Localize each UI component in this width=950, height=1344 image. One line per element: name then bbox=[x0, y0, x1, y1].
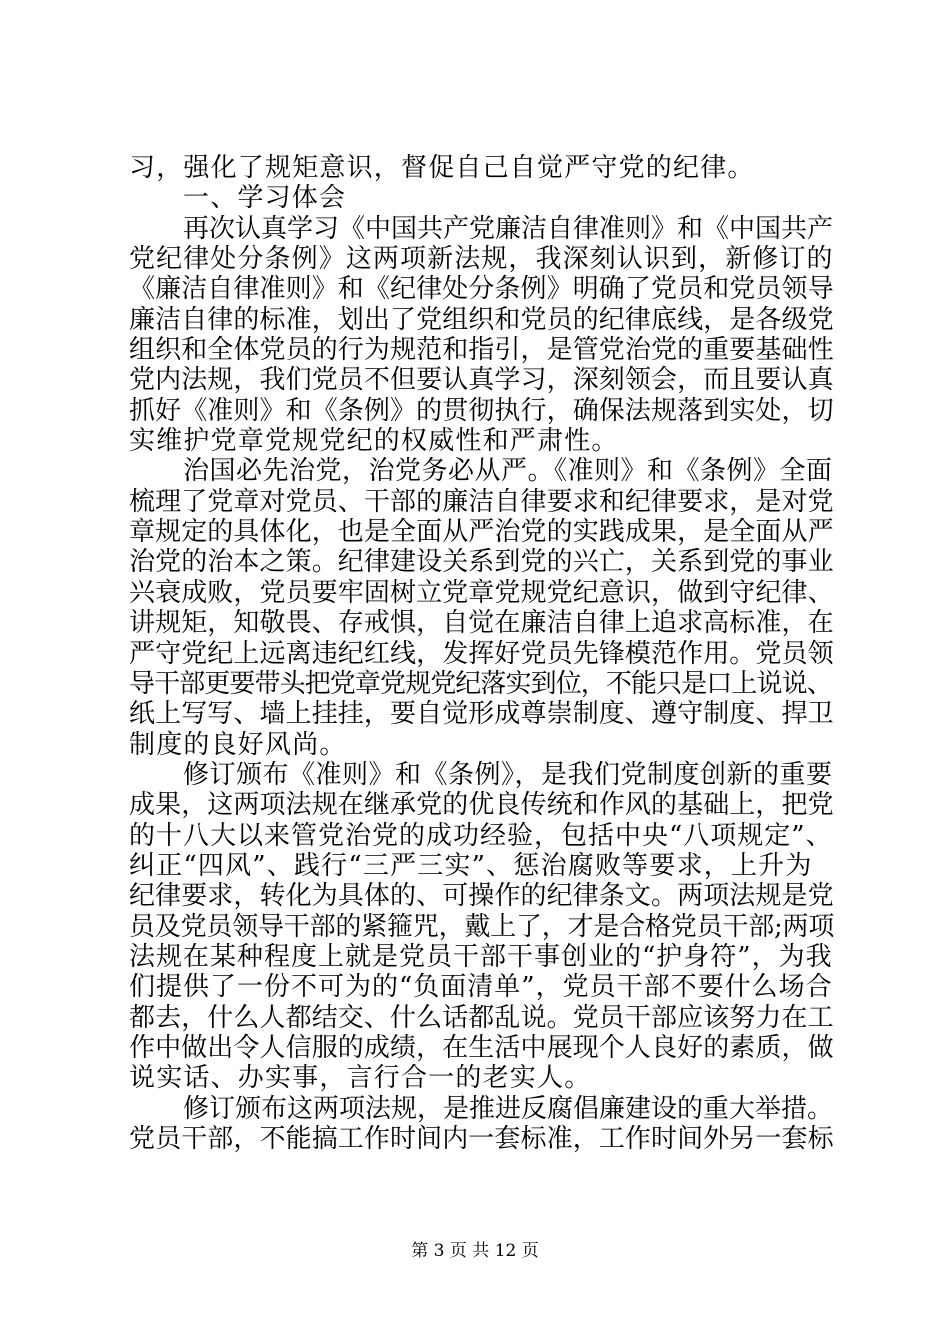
text-line: 成果，这两项法规在继承党的优良传统和作风的基础上，把党 bbox=[129, 790, 834, 821]
text-line: 纠正“四风”、践行“三严三实”、惩治腐败等要求，上升为 bbox=[129, 850, 813, 881]
text-line: 再次认真学习《中国共产党廉洁自律准则》和《中国共产 bbox=[183, 213, 834, 244]
page-footer: 第 3 页 共 12 页 bbox=[411, 1241, 539, 1261]
text-line: 讲规矩，知敬畏、存戒惧，自觉在廉洁自律上追求高标准，在 bbox=[129, 608, 834, 639]
text-line: 纸上写写、墙上挂挂，要自觉形成尊崇制度、遵守制度、捍卫 bbox=[129, 699, 834, 730]
text-line: 作中做出令人信服的成绩，在生活中展现个人良好的素质，做 bbox=[129, 1032, 834, 1063]
text-line: 治党的治本之策。纪律建设关系到党的兴亡，关系到党的事业 bbox=[129, 547, 834, 578]
text-line: 法规在某种程度上就是党员干部干事创业的“护身符”，为我 bbox=[129, 941, 833, 972]
text-line: 习，强化了规矩意识，督促自己自觉严守党的纪律。 bbox=[129, 153, 755, 183]
text-line: 章规定的具体化，也是全面从严治党的实践成果，是全面从严 bbox=[129, 517, 834, 548]
text-line: 党内法规，我们党员不但要认真学习，深刻领会，而且要认真 bbox=[129, 365, 834, 396]
text-line: 《廉洁自律准则》和《纪律处分条例》明确了党员和党员领导 bbox=[129, 274, 834, 305]
text-line: 组织和全体党员的行为规范和指引，是管党治党的重要基础性 bbox=[129, 335, 834, 366]
text-line: 制度的良好风尚。 bbox=[129, 729, 347, 760]
text-line: 廉洁自律的标准，划出了党组织和党员的纪律底线，是各级党 bbox=[129, 304, 834, 335]
text-line: 兴衰成败，党员要牢固树立党章党规党纪意识，做到守纪律、 bbox=[129, 577, 834, 608]
text-line: 修订颁布《准则》和《条例》，是我们党制度创新的重要 bbox=[183, 759, 833, 790]
text-line: 党员干部，不能搞工作时间内一套标准，工作时间外另一套标 bbox=[129, 1124, 834, 1154]
text-line: 修订颁布这两项法规，是推进反腐倡廉建设的重大举措。 bbox=[183, 1093, 834, 1124]
text-line: 抓好《准则》和《条例》的贯彻执行，确保法规落到实处，切 bbox=[129, 395, 834, 426]
text-line: 员及党员领导干部的紧箍咒，戴上了，才是合格党员干部;两项 bbox=[129, 911, 835, 942]
text-line: 的十八大以来管党治党的成功经验，包括中央“八项规定”、 bbox=[129, 820, 833, 851]
text-line: 们提供了一份不可为的“负面清单”，党员干部不要什么场合 bbox=[129, 972, 833, 1003]
text-line: 党纪律处分条例》这两项新法规，我深刻认识到，新修订的 bbox=[129, 244, 834, 275]
text-line: 治国必先治党，治党务必从严。《准则》和《条例》全面 bbox=[183, 456, 833, 487]
document-body bbox=[129, 153, 835, 1154]
text-line: 都去，什么人都结交、什么话都乱说。党员干部应该努力在工 bbox=[129, 1002, 834, 1033]
text-line: 纪律要求，转化为具体的、可操作的纪律条文。两项法规是党 bbox=[129, 881, 834, 912]
text-line: 梳理了党章对党员、干部的廉洁自律要求和纪律要求，是对党 bbox=[129, 486, 834, 517]
text-line: 导干部更要带头把党章党规党纪落实到位，不能只是口上说说、 bbox=[129, 668, 832, 699]
text-line: 说实话、办实事，言行合一的老实人。 bbox=[129, 1063, 592, 1094]
text-line: 实维护党章党规党纪的权威性和严肃性。 bbox=[129, 426, 619, 457]
text-line: 严守党纪上远离违纪红线，发挥好党员先锋模范作用。党员领 bbox=[129, 638, 834, 669]
text-line: 一、学习体会 bbox=[183, 183, 347, 214]
